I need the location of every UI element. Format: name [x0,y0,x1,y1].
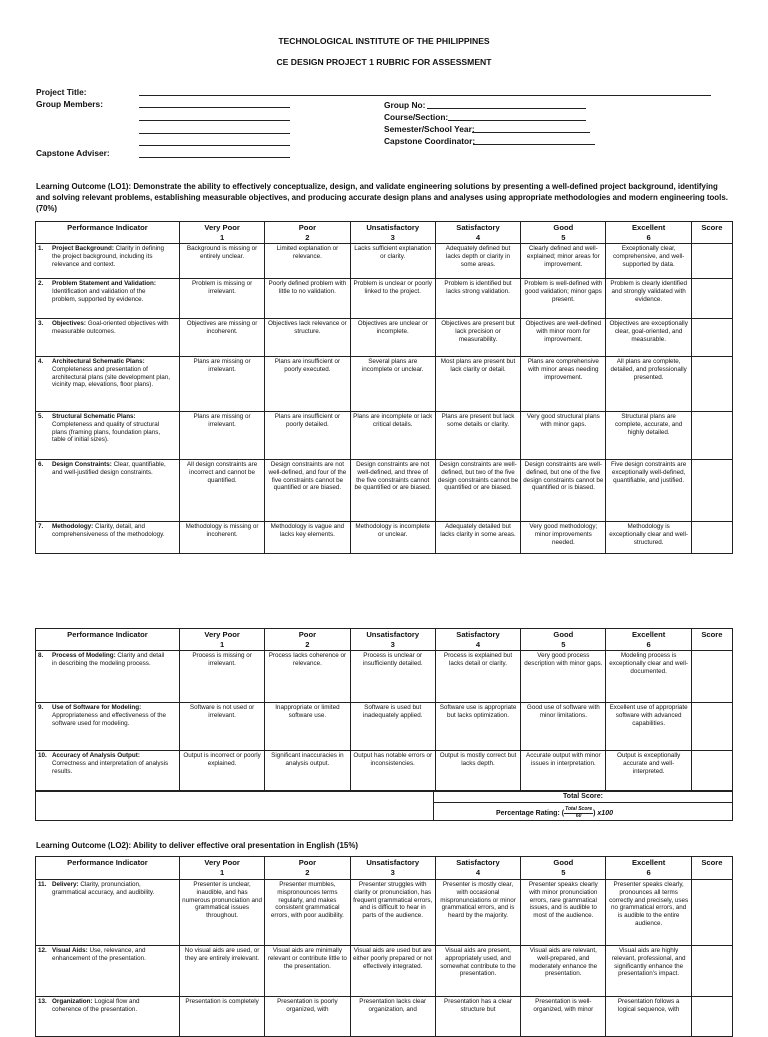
header-unsatisfactory-number: 3 [390,867,395,877]
cell-satisfactory: Adequately detailed but lacks clarity in some areas. [435,522,520,554]
cell-unsatisfactory: Output has notable errors or inconsistencies. [350,751,435,792]
header-satisfactory-label: Satisfactory [456,223,500,232]
indicator-name: Project Background: [52,245,114,252]
cell-excellent: Visual aids are highly relevant, professional, and significantly enhance the presentation's impact. [606,946,691,997]
cell-good: Presenter speaks clearly with minor pronunciation errors, rare grammatical issues, and is audible to most of the audience. [521,880,606,946]
score-cell[interactable] [691,412,732,460]
cell-very-poor: Background is missing or entirely unclear. [179,244,264,279]
group-members-label: Group Members: [36,99,104,109]
indicator-number: 8. [38,652,44,659]
learning-outcome-1 [36,181,736,214]
table-row [36,319,733,357]
cell-satisfactory: Presenter is mostly clear, with occasional mispronunciations or minor grammatical errors, and is heard by the majority. [435,880,520,946]
indicator-name: Problem Statement and Validation: [52,280,156,287]
indicator-description: Completeness and quality of structural plans (framing plans, foundation plans, table of initial sizes). [52,420,161,444]
header-very-poor [179,857,264,880]
header-satisfactory [435,857,520,880]
indicator-name: Structural Schematic Plans: [52,413,136,420]
header-very-poor-number: 1 [219,867,225,877]
cell-very-poor: Methodology is missing or incoherent. [179,522,264,554]
header-good-number: 5 [561,867,566,877]
cell-unsatisfactory: Lacks sufficient explanation or clarity. [350,244,435,279]
header-satisfactory-number: 4 [475,232,481,242]
cell-excellent: Output is exceptionally accurate and well-interpreted. [606,751,691,792]
indicator-text [52,704,170,727]
header-good-number: 5 [561,639,566,649]
institute-title: TECHNOLOGICAL INSTITUTE OF THE PHILIPPINES [278,36,490,46]
header-unsatisfactory-label: Unsatisfactory [366,858,420,867]
performance-indicator-cell [36,946,180,997]
table-row [36,357,733,412]
cell-poor: Process lacks coherence or relevance. [265,651,350,703]
cell-good: Very good process description with minor gaps. [521,651,606,703]
lo1-line-3: (70%) [36,204,58,213]
indicator-name: Visual Aids: [52,947,88,954]
cell-good: Plans are comprehensive with minor areas needing improvement. [521,357,606,412]
cell-excellent: Presenter speaks clearly, pronounces all terms correctly and precisely, uses no grammatical errors, and is audible to the entire audience. [606,880,691,946]
header-performance-indicator [36,857,180,880]
header-poor-number: 2 [305,867,310,877]
table-row [36,651,733,703]
header-score-label: Score [701,223,723,232]
header-excellent-label: Excellent [631,630,666,639]
header-unsatisfactory-label: Unsatisfactory [366,630,420,639]
indicator-number: 1. [38,245,44,252]
header-very-poor [179,222,264,244]
header-unsatisfactory-number: 3 [390,639,395,649]
header-good-label: Good [553,630,574,639]
table-row [36,412,733,460]
cell-very-poor: All design constraints are incorrect and cannot be quantified. [179,460,264,522]
cell-excellent: Methodology is exceptionally clear and well-structured. [606,522,691,554]
performance-indicator-cell [36,244,180,279]
cell-excellent: Excellent use of appropriate software with advanced capabilities. [606,703,691,751]
group-member-line[interactable] [139,120,290,121]
indicator-text [52,998,170,1014]
performance-indicator-cell [36,703,180,751]
indicator-description: Logical flow and coherence of the presentation. [52,998,140,1013]
header-good [521,222,606,244]
score-cell[interactable] [691,651,732,703]
header-score [691,222,732,244]
percentage-rating-label: Percentage Rating: [496,809,560,817]
header-score [691,629,732,651]
cell-unsatisfactory: Presentation lacks clear organization, and [350,997,435,1037]
header-satisfactory [435,629,520,651]
times-100: x100 [597,809,613,817]
performance-indicator-cell [36,997,180,1037]
cell-very-poor: Process is missing or irrelevant. [179,651,264,703]
indicator-description: Identification and validation of the problem, supported by evidence. [52,287,146,303]
cell-satisfactory: Problem is identified but lacks strong validation. [435,279,520,319]
cell-unsatisfactory: Presenter struggles with clarity or pronunciation, has frequent grammatical errors, and is difficult to hear in parts of the audience. [350,880,435,946]
cell-unsatisfactory: Objectives are unclear or incomplete. [350,319,435,357]
cell-good: Very good methodology; minor improvements needed. [521,522,606,554]
indicator-text [52,245,170,268]
header-satisfactory-number: 4 [475,639,481,649]
indicator-name: Process of Modeling: [52,652,116,659]
group-no-line[interactable] [427,108,586,109]
course-section-line[interactable] [448,120,586,121]
group-member-line[interactable] [139,145,290,146]
lo1-line-1: Learning Outcome (LO1): Demonstrate the ability to effectively conceptualize, design, and validate engineering solutions by presenting a well-defined project background, identifying [36,182,718,191]
score-cell[interactable] [691,460,732,522]
indicator-name: Architectural Schematic Plans: [52,358,145,365]
project-title-label: Project Title: [36,87,87,97]
table-row [36,703,733,751]
header-performance-indicator-label: Performance Indicator [67,858,148,867]
header-poor-number: 2 [305,639,310,649]
indicator-number: 5. [38,413,44,420]
cell-very-poor: Software is not used or irrelevant. [179,703,264,751]
header-very-poor-label: Very Poor [204,630,240,639]
indicator-description: Clear, quantifiable, and well-justified design constraints. [52,461,166,476]
cell-satisfactory: Plans are present but lack some details or clarity. [435,412,520,460]
percentage-fraction [564,807,593,819]
indicator-name: Use of Software for Modeling: [52,704,142,711]
cell-satisfactory: Output is mostly correct but lacks depth. [435,751,520,792]
header-poor [265,222,350,244]
cell-unsatisfactory: Design constraints are not well-defined, and three of the five constraints cannot be quantified or are biased. [350,460,435,522]
header-score-label: Score [701,858,723,867]
cell-poor: Limited explanation or relevance. [265,244,350,279]
indicator-name: Accuracy of Analysis Output: [52,752,140,759]
cell-excellent: Presentation follows a logical sequence, with [606,997,691,1037]
cell-good: Design constraints are well-defined, but one of the five design constraints cannot be quantified or is biased. [521,460,606,522]
indicator-description: Appropriateness and effectiveness of the software used for modeling. [52,711,167,727]
cell-good: Objectives are well-defined with minor room for improvement. [521,319,606,357]
performance-indicator-cell [36,522,180,554]
coordinator-label: Capstone Coordinator: [384,136,476,146]
cell-excellent: Five design constraints are exceptionally well-defined, quantifiable, and justified. [606,460,691,522]
performance-indicator-cell [36,751,180,792]
cell-unsatisfactory: Problem is unclear or poorly linked to the project. [350,279,435,319]
indicator-number: 6. [38,461,44,468]
cell-good: Problem is well-defined with good validation; minor gaps present. [521,279,606,319]
cell-excellent: Problem is clearly identified and strongly validated with evidence. [606,279,691,319]
cell-satisfactory: Most plans are present but lack clarity or detail. [435,357,520,412]
score-cell[interactable] [691,946,732,997]
score-cell[interactable] [691,703,732,751]
indicator-description: Clarity in defining the project background, including its relevance and context. [52,245,164,268]
header-satisfactory-label: Satisfactory [456,858,500,867]
header-excellent-label: Excellent [631,223,666,232]
cell-satisfactory: Adequately defined but lacks depth or clarity in some areas. [435,244,520,279]
cell-satisfactory: Presentation has a clear structure but [435,997,520,1037]
indicator-text [52,652,170,668]
indicator-number: 9. [38,704,44,711]
fraction-denominator: 60 [575,812,582,819]
header-excellent-number: 6 [646,639,651,649]
indicator-number: 3. [38,320,44,327]
indicator-number: 13. [38,998,47,1005]
total-score-label: Total Score: [434,791,732,803]
cell-excellent: All plans are complete, detailed, and professionally presented. [606,357,691,412]
header-performance-indicator [36,222,180,244]
indicator-description: Goal-oriented objectives with measurable outcomes. [52,320,169,335]
header-poor-label: Poor [298,223,317,232]
header-poor [265,629,350,651]
header-poor [265,857,350,880]
cell-very-poor: Presenter is unclear, inaudible, and has numerous pronunciation and grammatical issues throughout. [179,880,264,946]
cell-excellent: Objectives are exceptionally clear, goal-oriented, and measurable. [606,319,691,357]
indicator-number: 11. [38,881,47,888]
cell-unsatisfactory: Methodology is incomplete or unclear. [350,522,435,554]
indicator-number: 7. [38,523,44,530]
score-cell[interactable] [691,279,732,319]
header-performance-indicator-label: Performance Indicator [67,223,148,232]
indicator-description: Completeness and presentation of architectural plans (site development plan, vicinity map, elevations, floor plans). [52,365,170,389]
performance-indicator-cell [36,319,180,357]
indicator-text [52,320,170,336]
indicator-number: 2. [38,280,44,287]
header-very-poor-number: 1 [219,232,225,242]
percentage-rating: Percentage Rating: ( $\frac{\text{Total Score}}{60}$) x100 [496,806,613,819]
cell-poor: Objectives lack relevance or structure. [265,319,350,357]
cell-excellent: Modeling process is exceptionally clear and well-documented. [606,651,691,703]
cell-very-poor: Presentation is completely [179,997,264,1037]
cell-poor: Significant inaccuracies in analysis output. [265,751,350,792]
cell-good: Clearly defined and well-explained; minor areas for improvement. [521,244,606,279]
learning-outcome-2: Learning Outcome (LO2): Ability to deliver effective oral presentation in English (15%) [36,841,358,850]
indicator-description: Correctness and interpretation of analysis results. [52,759,169,775]
score-cell[interactable] [691,319,732,357]
performance-indicator-cell [36,357,180,412]
header-unsatisfactory [350,857,435,880]
capstone-adviser-label: Capstone Adviser: [36,148,110,158]
indicator-text [52,461,170,477]
header-satisfactory [435,222,520,244]
indicator-number: 4. [38,358,44,365]
cell-excellent: Structural plans are complete, accurate, and highly detailed. [606,412,691,460]
header-excellent [606,629,691,651]
header-poor-number: 2 [305,232,310,242]
performance-indicator-cell [36,651,180,703]
header-good-label: Good [553,858,574,867]
indicator-text [52,523,170,539]
header-very-poor-number: 1 [219,639,225,649]
header-satisfactory-label: Satisfactory [456,630,500,639]
table-row [36,880,733,946]
indicator-text [52,413,170,444]
rubric-title: CE DESIGN PROJECT 1 RUBRIC FOR ASSESSMENT [276,57,492,67]
cell-excellent: Exceptionally clear, comprehensive, and well-supported by data. [606,244,691,279]
header-excellent-label: Excellent [631,858,666,867]
rubric-table-lo1-continued [35,628,733,792]
cell-good: Visual aids are relevant, well-prepared, and moderately enhance the presentation. [521,946,606,997]
cell-poor: Inappropriate or limited software use. [265,703,350,751]
group-member-line[interactable] [139,107,290,108]
table-row [36,751,733,792]
cell-very-poor: Plans are missing or irrelevant. [179,412,264,460]
score-cell[interactable] [691,751,732,792]
table-row [36,997,733,1037]
header-unsatisfactory [350,629,435,651]
cell-poor: Plans are insufficient or poorly executed. [265,357,350,412]
header-excellent [606,222,691,244]
cell-very-poor: Output is incorrect or poorly explained. [179,751,264,792]
cell-unsatisfactory: Software is used but inadequately applied. [350,703,435,751]
score-cell[interactable] [691,880,732,946]
indicator-text [52,280,170,303]
lo1-line-2: and solving relevant problems, establishing measurable objectives, and producing accurate design plans and analyses using appropriate methodologies and modern engineering tools. [36,193,728,202]
performance-indicator-cell [36,279,180,319]
cell-satisfactory: Software use is appropriate but lacks optimization. [435,703,520,751]
table-row [36,946,733,997]
indicator-description: Clarity and detail in describing the modeling process. [52,652,165,667]
header-excellent-number: 6 [646,867,651,877]
header-score-label: Score [701,630,723,639]
header-very-poor [179,629,264,651]
header-poor-label: Poor [298,858,317,867]
header-good [521,857,606,880]
header-good [521,629,606,651]
table-row [36,279,733,319]
cell-unsatisfactory: Plans are incomplete or lack critical details. [350,412,435,460]
cell-poor: Design constraints are not well-defined, and four of the five constraints cannot be quantified or are biased. [265,460,350,522]
indicator-description: Clarity, pronunciation, grammatical accuracy, and audibility. [52,881,155,896]
cell-good: Very good structural plans with minor gaps. [521,412,606,460]
indicator-text [52,358,170,389]
cell-poor: Presenter mumbles, mispronounces terms regularly, and makes consistent grammatical errors, with poor audibility. [265,880,350,946]
table-row [36,244,733,279]
indicator-name: Design Constraints: [52,461,112,468]
indicator-text [52,752,170,775]
indicator-description: Clarity, detail, and comprehensiveness of the methodology. [52,523,165,538]
semester-line[interactable] [472,132,590,133]
cell-satisfactory: Objectives are present but lack precision or measurability. [435,319,520,357]
header-good-number: 5 [561,232,566,242]
header-performance-indicator-label: Performance Indicator [67,630,148,639]
rubric-table-lo2 [35,856,733,1037]
indicator-name: Delivery: [52,881,79,888]
coordinator-line[interactable] [473,144,595,145]
cell-poor: Poorly defined problem with little to no validation. [265,279,350,319]
header-satisfactory-number: 4 [475,867,481,877]
cell-satisfactory: Visual aids are present, appropriately used, and somewhat contribute to the presentation. [435,946,520,997]
header-good-label: Good [553,223,574,232]
header-very-poor-label: Very Poor [204,858,240,867]
course-section-label: Course/Section: [384,112,449,122]
indicator-number: 12. [38,947,47,954]
cell-unsatisfactory: Several plans are incomplete or unclear. [350,357,435,412]
performance-indicator-cell [36,460,180,522]
cell-good: Presentation is well-organized, with minor [521,997,606,1037]
header-unsatisfactory-number: 3 [390,232,395,242]
score-cell[interactable] [691,997,732,1037]
cell-satisfactory: Process is explained but lacks detail or clarity. [435,651,520,703]
score-cell[interactable] [691,522,732,554]
totals-blank-cell [36,791,434,821]
cell-very-poor: Problem is missing or irrelevant. [179,279,264,319]
header-unsatisfactory [350,222,435,244]
cell-very-poor: Objectives are missing or incoherent. [179,319,264,357]
cell-unsatisfactory: Visual aids are used but are either poorly prepared or not effectively integrated. [350,946,435,997]
score-cell[interactable] [691,357,732,412]
indicator-number: 10. [38,752,47,759]
totals-cell [434,791,733,821]
table-row [36,460,733,522]
indicator-text [52,881,170,897]
cell-poor: Presentation is poorly organized, with [265,997,350,1037]
header-very-poor-label: Very Poor [204,223,240,232]
project-title-line[interactable] [139,95,711,96]
indicator-text [52,947,170,963]
group-no-label: Group No: [384,100,426,110]
semester-label: Semester/School Year: [384,124,475,134]
cell-poor: Methodology is vague and lacks key elements. [265,522,350,554]
totals-box [35,790,733,821]
cell-good: Accurate output with minor issues in interpretation. [521,751,606,792]
cell-unsatisfactory: Process is unclear or insufficiently detailed. [350,651,435,703]
header-excellent [606,857,691,880]
header-score [691,857,732,880]
group-member-line[interactable] [139,133,290,134]
cell-good: Good use of software with minor limitations. [521,703,606,751]
fraction-numerator: Total Score [565,806,593,812]
cell-poor: Visual aids are minimally relevant or contribute little to the presentation. [265,946,350,997]
cell-very-poor: No visual aids are used, or they are entirely irrelevant. [179,946,264,997]
header-unsatisfactory-label: Unsatisfactory [366,223,420,232]
indicator-name: Objectives: [52,320,86,327]
capstone-adviser-line[interactable] [139,157,290,158]
performance-indicator-cell [36,412,180,460]
cell-poor: Plans are insufficient or poorly detailed. [265,412,350,460]
header-excellent-number: 6 [646,232,651,242]
table-row [36,522,733,554]
header-performance-indicator [36,629,180,651]
cell-very-poor: Plans are missing or irrelevant. [179,357,264,412]
indicator-name: Organization: [52,998,93,1005]
cell-satisfactory: Design constraints are well-defined, but two of the five design constraints cannot be quantified or are biased. [435,460,520,522]
performance-indicator-cell [36,880,180,946]
indicator-description: Use, relevance, and enhancement of the presentation. [52,947,146,962]
rubric-table-lo1 [35,221,733,554]
header-poor-label: Poor [298,630,317,639]
indicator-name: Methodology: [52,523,94,530]
score-cell[interactable] [691,244,732,279]
